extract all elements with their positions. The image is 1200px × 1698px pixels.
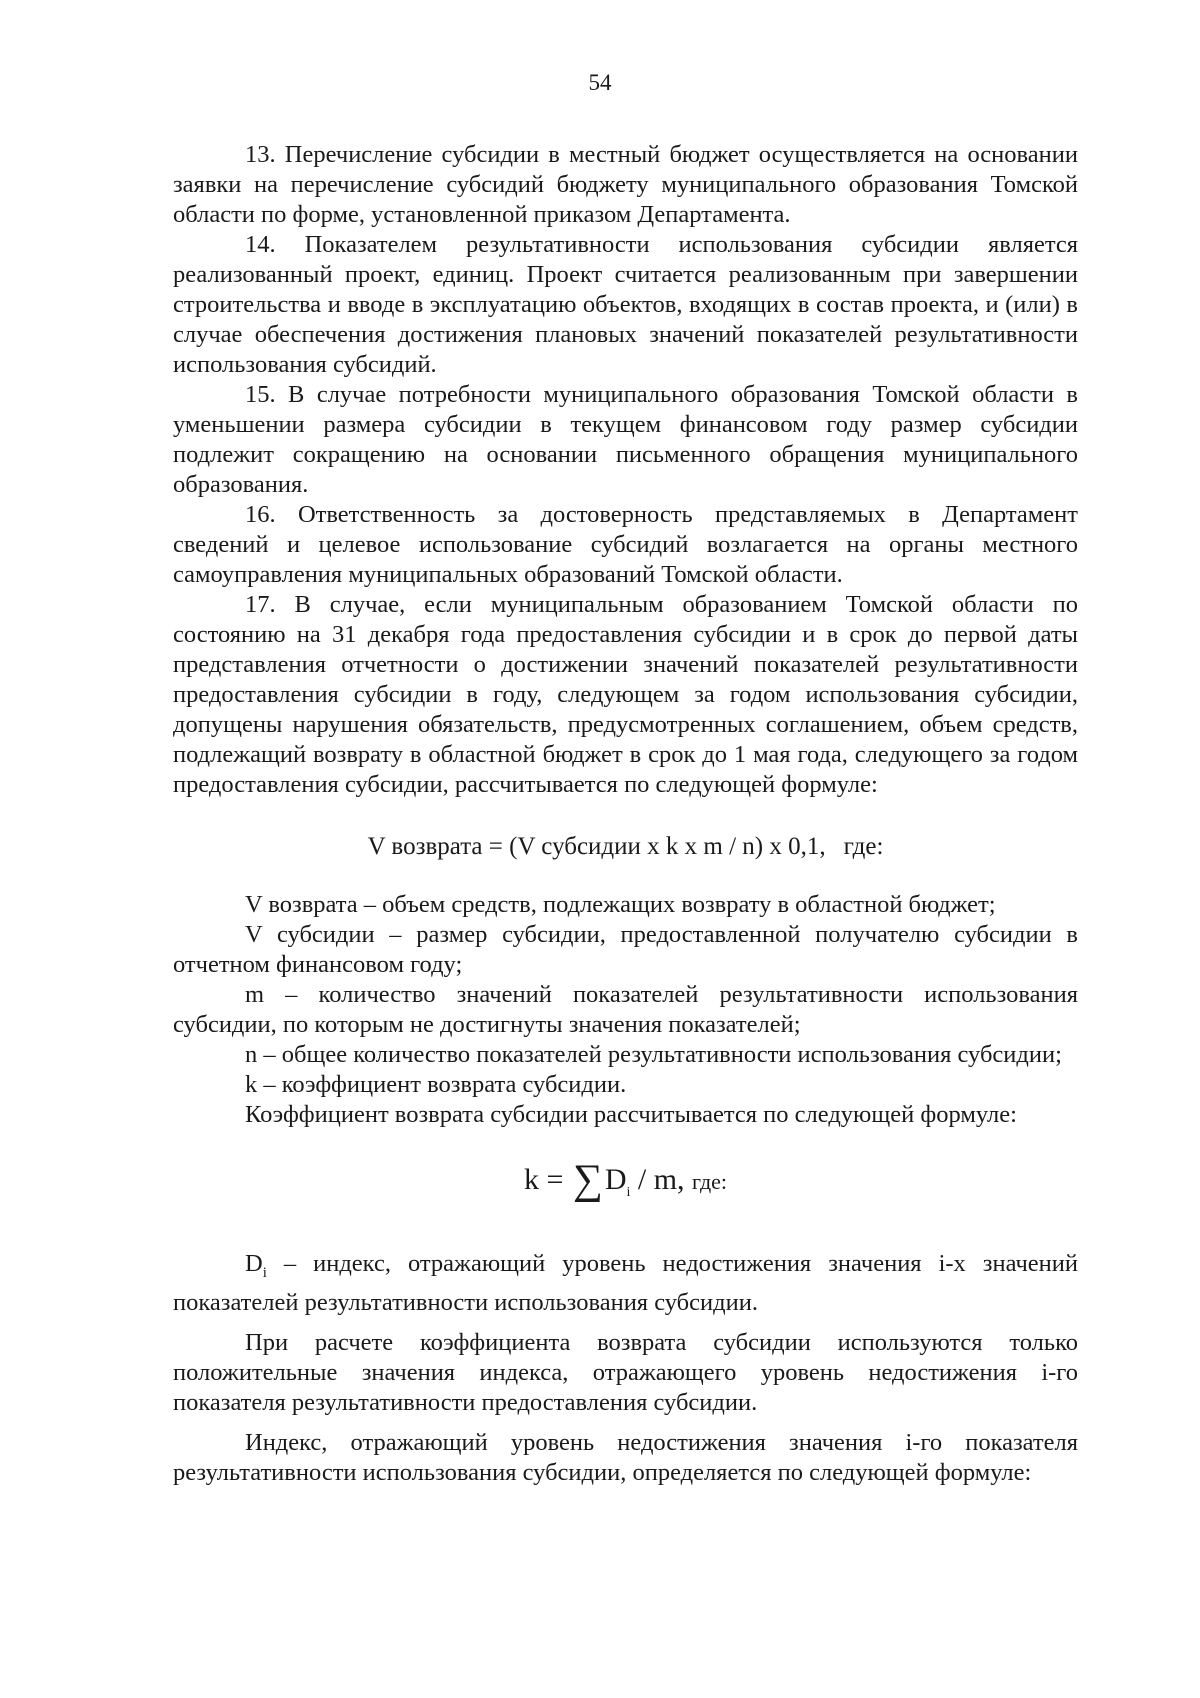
paragraph-15: 15. В случае потребности муниципального образования Томской области в уменьшении размера субсидии в текущем финансовом году размер субсидии подлежит сокращению на основании письменного обращения муниципального образования. — [173, 381, 1078, 498]
di-text: – индекс, отражающий уровень недостижения значения i-х значений показателей результативности использования субсидии. — [173, 1250, 1078, 1316]
definition-v-subsidy: V субсидии – размер субсидии, предоставленной получателю субсидии в отчетном финансовом году; — [173, 921, 1078, 978]
formula-k-suffix: где: — [692, 1169, 728, 1194]
sum-symbol: ∑ — [572, 1157, 603, 1203]
page-number: 54 — [588, 70, 612, 95]
k-formula-intro: Коэффициент возврата субсидии рассчитывается по следующей формуле: — [245, 1101, 1017, 1128]
paragraph-positive-values: При расчете коэффициента возврата субсидии используются только положительные значения индекса, отражающего уровень недостижения i-го показателя результативности предоставления субсидии. — [173, 1328, 1078, 1416]
formula-k — [173, 1157, 1078, 1213]
definition-k: k – коэффициент возврата субсидии. — [245, 1071, 627, 1098]
formula-k-d: D — [604, 1163, 627, 1196]
formula-k-rest: / m, — [637, 1163, 685, 1196]
di-symbol: D — [245, 1250, 263, 1277]
definition-v-return: V возврата – объем средств, подлежащих возврату в областной бюджет; — [245, 891, 996, 918]
document-body — [173, 0, 1078, 1488]
definition-n: n – общее количество показателей результативности использования субсидии; — [245, 1041, 1062, 1068]
paragraph-17: 17. В случае, если муниципальным образованием Томской области по состоянию на 31 декабря года предоставления субсидии и в срок до первой даты представления отчетности о достижении значений показателей результативности предоставления субсидии в году, следующем за годом использования субсидии, допущены нарушения обязательств, предусмотренных соглашением, объем средств, подлежащий возврату в областной бюджет в срок до 1 мая года, следующего за годом предоставления субсидии, рассчитывается по следующей формуле: — [173, 591, 1078, 798]
formula-k-sub: i — [626, 1185, 631, 1200]
paragraph-13: 13. Перечисление субсидии в местный бюджет осуществляется на основании заявки на перечисление субсидий бюджету муниципального образования Томской области по форме, установленной приказом Департамента. — [173, 141, 1078, 228]
definition-di — [173, 1249, 1078, 1318]
formula-v-return — [173, 832, 1078, 862]
formula-v-suffix: где: — [843, 833, 884, 860]
formula-k-lhs: k = — [523, 1163, 564, 1196]
definition-m: m – количество значений показателей результативности использования субсидии, по которым не достигнуты значения показателей; — [173, 981, 1078, 1038]
paragraph-16: 16. Ответственность за достоверность представляемых в Департамент сведений и целевое использование субсидий возлагается на органы местного самоуправления муниципальных образований Томской области. — [173, 501, 1078, 588]
formula-v-expression: V возврата = (V субсидии x k x m / n) x 0,1, — [367, 833, 826, 860]
paragraph-14: 14. Показателем результативности использования субсидии является реализованный проект, единиц. Проект считается реализованным при завершении строительства и вводе в эксплуатацию объектов, входящих в состав проекта, и (или) в случае обеспечения достижения плановых значений показателей результативности использования субсидий. — [173, 231, 1078, 378]
di-subscript: i — [262, 1264, 267, 1281]
paragraph-index-formula-intro: Индекс, отражающий уровень недостижения значения i-го показателя результативности использования субсидии, определяется по следующей формуле: — [173, 1428, 1078, 1486]
